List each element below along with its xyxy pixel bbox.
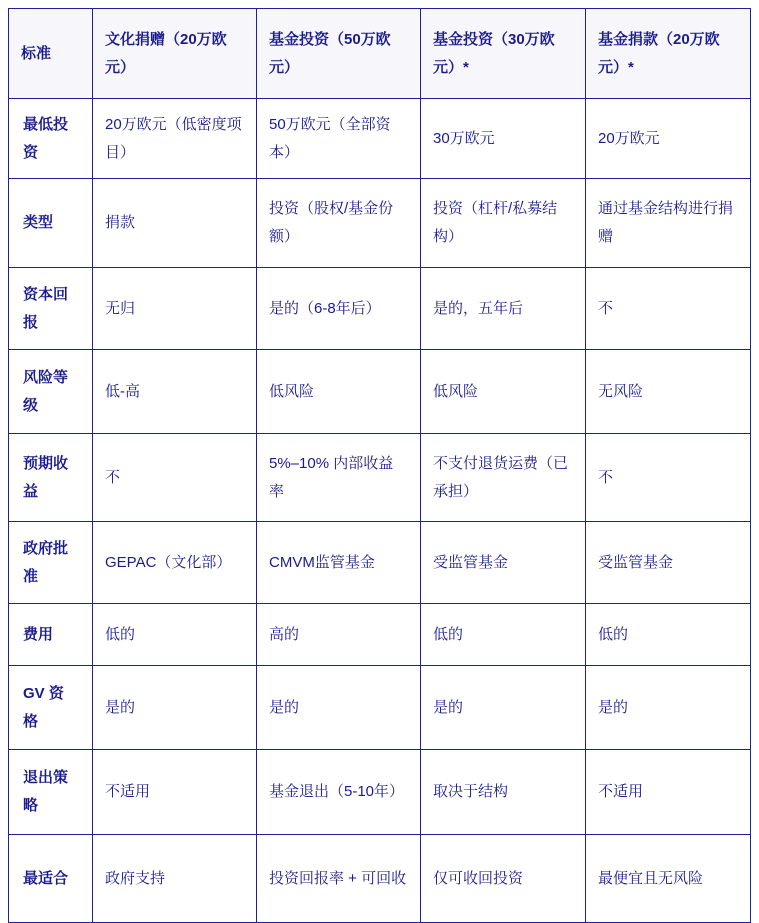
table-cell: 低的 xyxy=(421,604,586,666)
table-cell: 不 xyxy=(586,268,751,350)
table-cell: 捐款 xyxy=(93,179,257,268)
row-label: 退出策略 xyxy=(9,750,93,835)
table-cell: 30万欧元 xyxy=(421,99,586,179)
table-cell: 是的 xyxy=(257,666,421,750)
table-row-risk-level xyxy=(9,350,751,434)
table-row-exit-strategy xyxy=(9,750,751,835)
table-cell: 受监管基金 xyxy=(421,522,586,604)
header-cell-fund-investment-500k: 基金投资（50万欧元） xyxy=(257,9,421,99)
table-cell: 不适用 xyxy=(93,750,257,835)
table-cell: 低风险 xyxy=(257,350,421,434)
table-cell: 是的（6-8年后） xyxy=(257,268,421,350)
table-cell: 低的 xyxy=(93,604,257,666)
row-label: 费用 xyxy=(9,604,93,666)
table-cell: 无归 xyxy=(93,268,257,350)
row-label: 风险等级 xyxy=(9,350,93,434)
table-cell: 投资回报率 + 可回收 xyxy=(257,835,421,923)
table-cell: 低的 xyxy=(586,604,751,666)
table-cell: CMVM监管基金 xyxy=(257,522,421,604)
row-label: 预期收益 xyxy=(9,434,93,522)
comparison-table xyxy=(8,8,751,923)
row-label: 政府批准 xyxy=(9,522,93,604)
table-cell: 投资（股权/基金份额） xyxy=(257,179,421,268)
table-cell: 是的 xyxy=(586,666,751,750)
table-cell: 不支付退货运费（已承担） xyxy=(421,434,586,522)
table-cell: 是的 xyxy=(93,666,257,750)
table-row-best-for xyxy=(9,835,751,923)
table-row-type xyxy=(9,179,751,268)
table-cell: 20万欧元（低密度项目） xyxy=(93,99,257,179)
table-row-expected-return xyxy=(9,434,751,522)
table-row-gv-eligibility xyxy=(9,666,751,750)
table-cell: 无风险 xyxy=(586,350,751,434)
table-cell: 50万欧元（全部资本） xyxy=(257,99,421,179)
table-cell: 是的 xyxy=(421,666,586,750)
table-cell: 不 xyxy=(93,434,257,522)
table-cell: 取决于结构 xyxy=(421,750,586,835)
header-cell-fund-investment-300k: 基金投资（30万欧元）* xyxy=(421,9,586,99)
table-row-capital-return xyxy=(9,268,751,350)
row-label: 资本回报 xyxy=(9,268,93,350)
row-label: 最适合 xyxy=(9,835,93,923)
table-cell: 高的 xyxy=(257,604,421,666)
table-cell: 低风险 xyxy=(421,350,586,434)
table-cell: 不 xyxy=(586,434,751,522)
table-cell: 是的，五年后 xyxy=(421,268,586,350)
table-cell: 仅可收回投资 xyxy=(421,835,586,923)
header-cell-cultural-donation: 文化捐赠（20万欧元） xyxy=(93,9,257,99)
table-cell: 基金退出（5-10年） xyxy=(257,750,421,835)
table-cell: 受监管基金 xyxy=(586,522,751,604)
table-row-government-approval xyxy=(9,522,751,604)
table-cell: 政府支持 xyxy=(93,835,257,923)
header-cell-criteria: 标准 xyxy=(9,9,93,99)
table-cell: 最便宜且无风险 xyxy=(586,835,751,923)
header-cell-fund-donation-200k: 基金捐款（20万欧元）* xyxy=(586,9,751,99)
row-label: 类型 xyxy=(9,179,93,268)
table-cell: 5%–10% 内部收益率 xyxy=(257,434,421,522)
table-row-minimum-investment xyxy=(9,99,751,179)
table-cell: 通过基金结构进行捐赠 xyxy=(586,179,751,268)
header-row xyxy=(9,9,751,99)
row-label: 最低投资 xyxy=(9,99,93,179)
table-row-fees xyxy=(9,604,751,666)
table-cell: GEPAC（文化部） xyxy=(93,522,257,604)
table-cell: 不适用 xyxy=(586,750,751,835)
table-cell: 20万欧元 xyxy=(586,99,751,179)
table-cell: 投资（杠杆/私募结构） xyxy=(421,179,586,268)
table-cell: 低-高 xyxy=(93,350,257,434)
row-label: GV 资格 xyxy=(9,666,93,750)
